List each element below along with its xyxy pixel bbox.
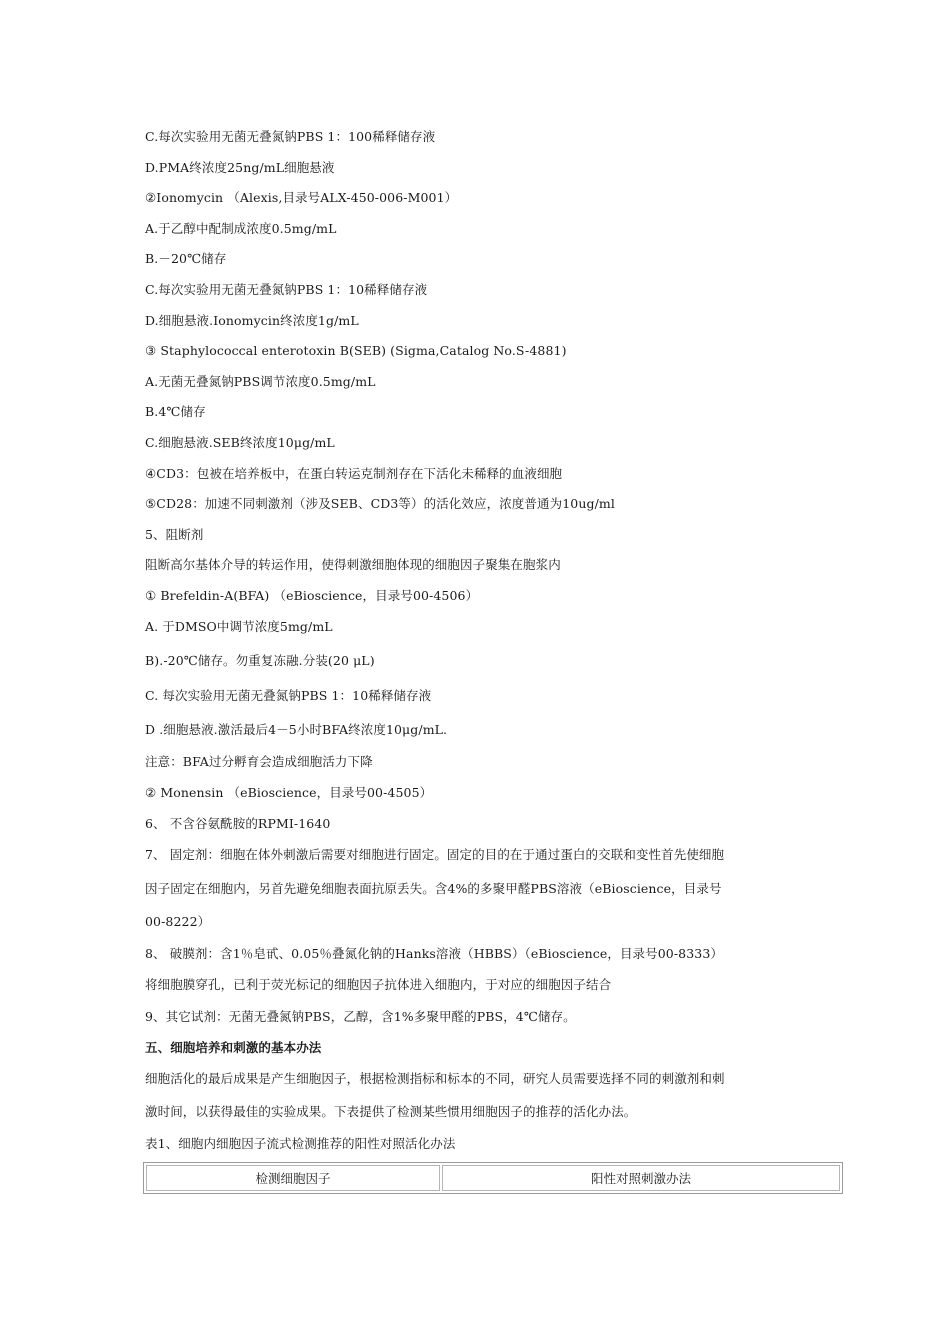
text-line: B.4℃储存 (145, 404, 206, 419)
text-line: ③ Staphylococcal enterotoxin B(SEB) (Sigma,Catalog No.S-4881) (145, 343, 567, 358)
text-line: ① Brefeldin-A(BFA) （eBioscience，目录号00-4506） (145, 588, 479, 603)
section-heading: 6、 不含谷氨酰胺的RPMI-1640 (145, 816, 331, 831)
text-line: D.PMA终浓度25ng/mL细胞悬液 (145, 160, 335, 175)
text-line: ② Monensin （eBioscience，目录号00-4505） (145, 785, 433, 800)
section-heading: 五、细胞培养和刺激的基本办法 (145, 1040, 322, 1055)
text-line: D .细胞悬液.激活最后4－5小时BFA终浓度10μg/mL. (145, 722, 448, 737)
table-header-row (146, 1165, 840, 1191)
text-line: 00-8222） (145, 914, 211, 929)
text-line: 7、 固定剂：细胞在体外刺激后需要对细胞进行固定。固定的目的在于通过蛋白的交联和变性首先使细胞 (145, 847, 725, 862)
text-line: C.细胞悬液.SEB终浓度10μg/mL (145, 435, 335, 450)
text-line: A.无菌无叠氮钠PBS调节浓度0.5mg/mL (145, 374, 376, 389)
cytokine-activation-table (143, 1162, 843, 1194)
text-line: D.细胞悬液.Ionomycin终浓度1g/mL (145, 313, 359, 328)
text-line: 9、其它试剂：无菌无叠氮钠PBS，乙醇，含1%多聚甲醛的PBS，4℃储存。 (145, 1009, 576, 1024)
section-heading: 5、阻断剂 (145, 527, 204, 542)
text-line: C.每次实验用无菌无叠氮钠PBS 1：10稀释储存液 (145, 282, 428, 297)
text-line: ④CD3：包被在培养板中，在蛋白转运克制剂存在下活化未稀释的血液细胞 (145, 466, 563, 481)
text-line: 细胞活化的最后成果是产生细胞因子，根据检测指标和标本的不同，研究人员需要选择不同的刺激剂和刺 (145, 1071, 725, 1086)
table-header-cell: 检测细胞因子 (146, 1165, 440, 1191)
text-line: A. 于DMSO中调节浓度5mg/mL (145, 619, 333, 634)
text-line: ⑤CD28：加速不同刺激剂（涉及SEB、CD3等）的活化效应，浓度普通为10ug/ml (145, 496, 615, 511)
text-line: A.于乙醇中配制成浓度0.5mg/mL (145, 221, 337, 236)
text-line: C.每次实验用无菌无叠氮钠PBS 1：100稀释储存液 (145, 129, 436, 144)
text-line: C. 每次实验用无菌无叠氮钠PBS 1：10稀释储存液 (145, 688, 432, 703)
text-line: B.－20℃储存 (145, 251, 227, 266)
text-line: 因子固定在细胞内，另首先避免细胞表面抗原丢失。含4%的多聚甲醛PBS溶液（eBioscience，目录号 (145, 881, 722, 896)
text-line: 阻断高尔基体介导的转运作用，使得刺激细胞体现的细胞因子聚集在胞浆内 (145, 557, 561, 572)
text-line: ②Ionomycin （Alexis,目录号ALX-450-006-M001） (145, 190, 458, 205)
text-line: 将细胞膜穿孔，已利于荧光标记的细胞因子抗体进入细胞内，于对应的细胞因子结合 (145, 977, 612, 992)
text-line: 8、 破膜剂：含1％皂甙、0.05％叠氮化钠的Hanks溶液（HBBS）（eBioscience，目录号00-8333） (145, 946, 723, 961)
table-header-cell: 阳性对照刺激办法 (442, 1165, 840, 1191)
text-line: 激时间，以获得最佳的实验成果。下表提供了检测某些惯用细胞因子的推荐的活化办法。 (145, 1104, 637, 1119)
text-line: B).-20℃储存。勿重复冻融.分装(20 μL) (145, 653, 375, 668)
note-line: 注意：BFA过分孵育会造成细胞活力下降 (145, 754, 373, 769)
table-caption: 表1、细胞内细胞因子流式检测推荐的阳性对照活化办法 (145, 1136, 456, 1151)
